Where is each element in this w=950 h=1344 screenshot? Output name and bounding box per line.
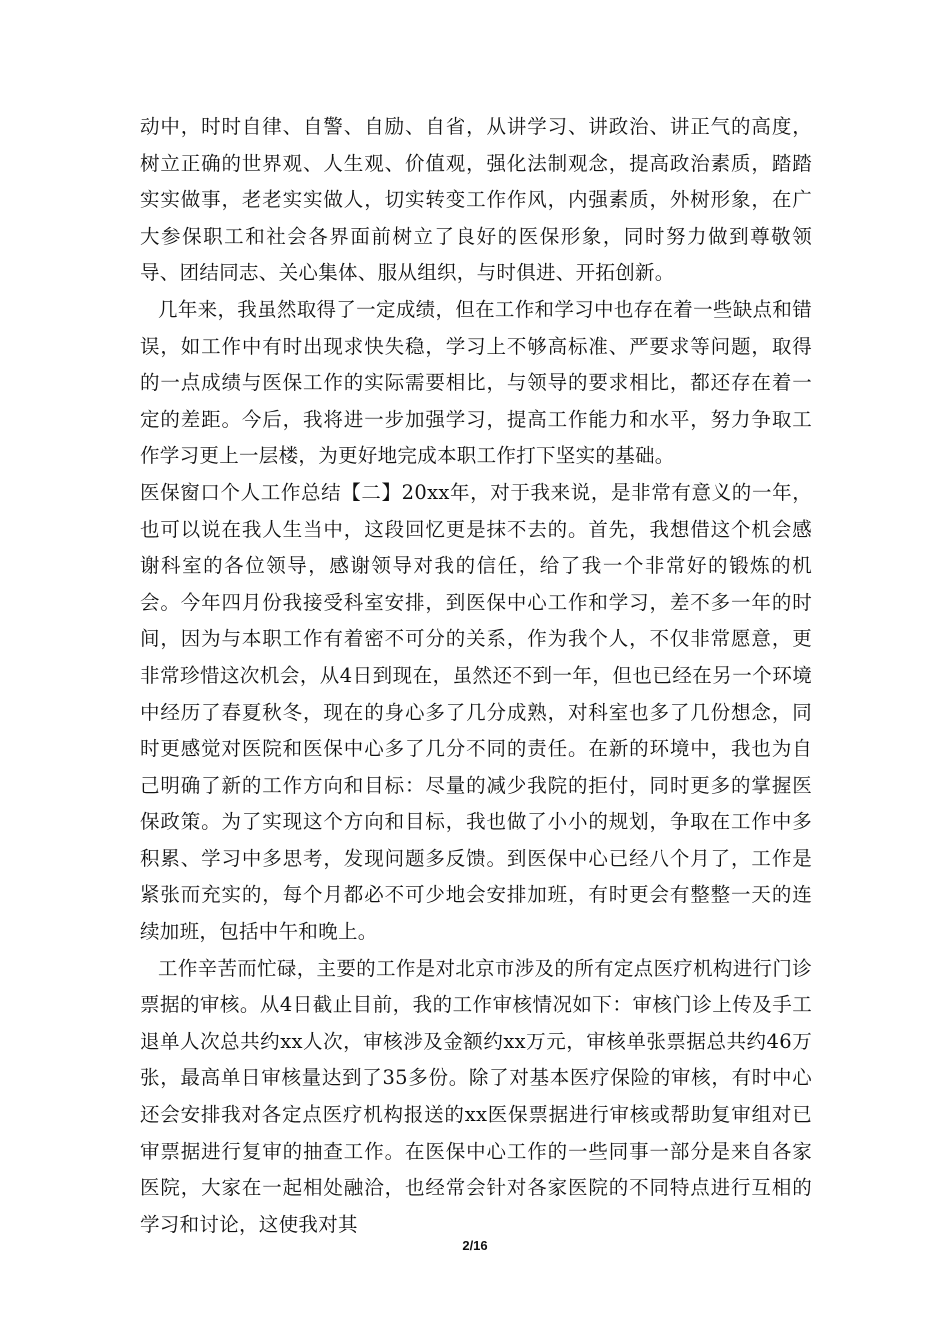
paragraph-3: 医保窗口个人工作总结【二】20xx年，对于我来说，是非常有意义的一年，也可以说在我人生当中，这段回忆更是抹不去的。首先，我想借这个机会感谢科室的各位领导，感谢领导对我的信任，给了我一个非常好的锻炼的机会。今年四月份我接受科室安排，到医保中心工作和学习，差不多一年的时间，因为与本职工作有着密不可分的关系，作为我个人，不仅非常愿意，更非常珍惜这次机会，从4日到现在，虽然还不到一年，但也已经在另一个环境中经历了春夏秋冬，现在的身心多了几分成熟，对科室也多了几份想念，同时更感觉对医院和医保中心多了几分不同的责任。在新的环境中，我也为自己明确了新的工作方向和目标：尽量的减少我院的拒付，同时更多的掌握医保政策。为了实现这个方向和目标，我也做了小小的规划，争取在工作中多积累、学习中多思考，发现问题多反馈。到医保中心已经八个月了，工作是紧张而充实的，每个月都必不可少地会安排加班，有时更会有整整一天的连续加班，包括中午和晚上。 xyxy=(140,480,812,944)
paragraph-4: 工作辛苦而忙碌，主要的工作是对北京市涉及的所有定点医疗机构进行门诊票据的审核。从4日截止目前，我的工作审核情况如下：审核门诊上传及手工退单人次总共约xx人次，审核涉及金额约xx万元，审核单张票据总共约46万张，最高单日审核量达到了35多份。除了对基本医疗保险的审核，有时中心还会安排我对各定点医疗机构报送的xx医保票据进行审核或帮助复审组对已审票据进行复审的抽查工作。在医保中心工作的一些同事一部分是来自各家医院，大家在一起相处融洽，也经常会针对各家医院的不同特点进行互相的学习和讨论，这使我对其 xyxy=(140,956,812,1236)
document-body xyxy=(140,109,812,1243)
paragraph-2: 几年来，我虽然取得了一定成绩，但在工作和学习中也存在着一些缺点和错误，如工作中有时出现求快失稳，学习上不够高标准、严要求等问题，取得的一点成绩与医保工作的实际需要相比，与领导的要求相比，都还存在着一定的差距。今后，我将进一步加强学习，提高工作能力和水平，努力争取工作学习更上一层楼，为更好地完成本职工作打下坚实的基础。 xyxy=(140,297,812,468)
page-number: 2/16 xyxy=(462,1238,488,1253)
paragraph-1: 动中，时时自律、自警、自励、自省，从讲学习、讲政治、讲正气的高度，树立正确的世界观、人生观、价值观，强化法制观念，提高政治素质，踏踏实实做事，老老实实做人，切实转变工作作风，内强素质，外树形象，在广大参保职工和社会各界面前树立了良好的医保形象，同时努力做到尊敬领导、团结同志、关心集体、服从组织，与时俱进、开拓创新。 xyxy=(140,115,812,285)
